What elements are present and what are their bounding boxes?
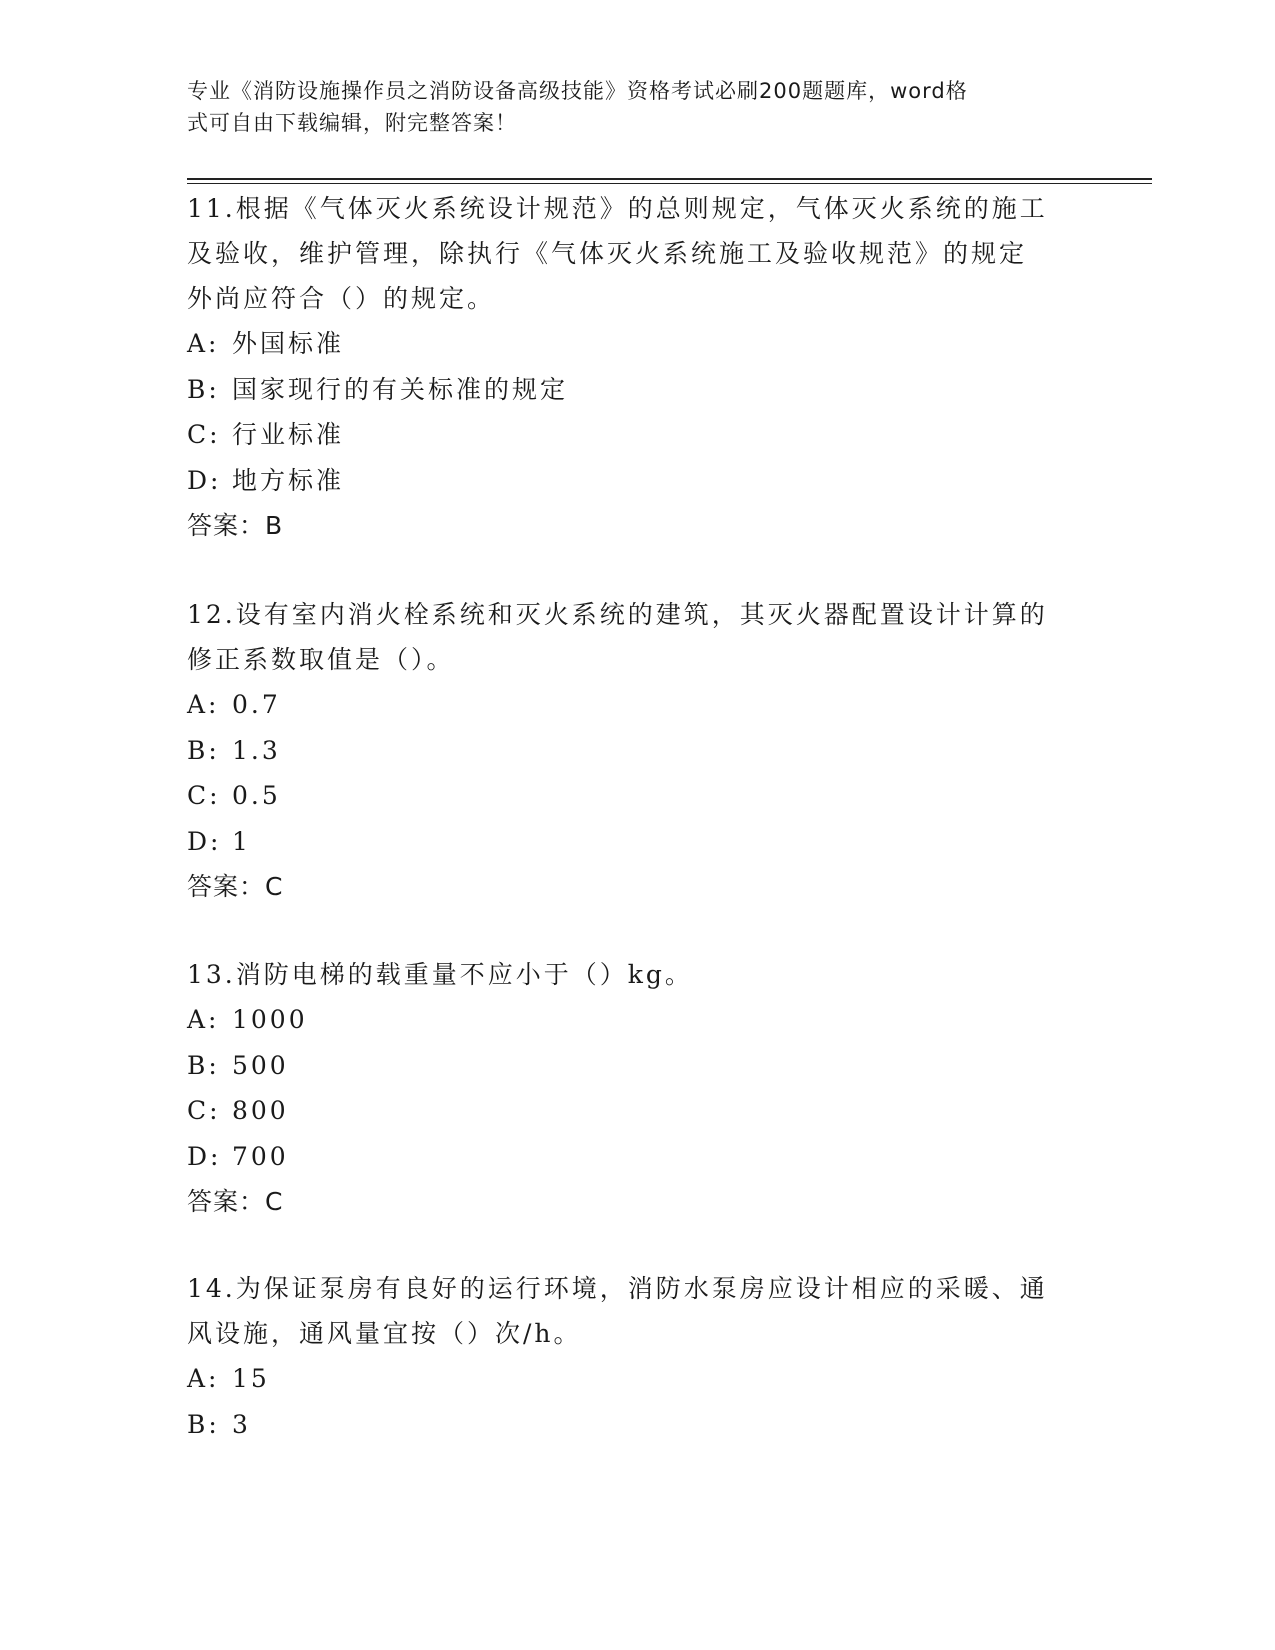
- question-14: [187, 1266, 1087, 1447]
- option-a: A: 0.7: [187, 690, 281, 719]
- option-b: B: 国家现行的有关标准的规定: [187, 374, 569, 404]
- option-a: A: 外国标准: [187, 329, 345, 358]
- question-stem-line: 及验收，维护管理，除执行《气体灭火系统施工及验收规范》的规定: [187, 239, 1028, 268]
- option-a: A: 1000: [187, 1005, 308, 1034]
- document-header: [187, 75, 1067, 139]
- question-stem-line: 13.消防电梯的载重量不应小于（）kg。: [187, 960, 693, 989]
- question-11: [187, 186, 1087, 548]
- option-d: D: 地方标准: [187, 465, 345, 495]
- answer-label: 答案：C: [187, 1187, 284, 1216]
- question-stem-line: 外尚应符合（）的规定。: [187, 284, 496, 313]
- question-stem-line: 11.根据《气体灭火系统设计规范》的总则规定，气体灭火系统的施工: [187, 194, 1048, 223]
- question-stem-line: 12.设有室内消火栓系统和灭火系统的建筑，其灭火器配置设计计算的: [187, 600, 1048, 629]
- header-divider-thick: [187, 178, 1152, 180]
- option-d: D: 700: [187, 1141, 289, 1171]
- option-b: B: 500: [187, 1050, 289, 1080]
- option-d: D: 1: [187, 826, 251, 856]
- option-c: C: 0.5: [187, 781, 281, 810]
- question-stem-line: 修正系数取值是（）。: [187, 645, 455, 674]
- header-line-2: 式可自由下载编辑，附完整答案！: [187, 111, 517, 135]
- option-a: A: 15: [187, 1364, 270, 1393]
- option-b: B: 3: [187, 1409, 251, 1439]
- question-stem-line: 风设施，通风量宜按（）次/h。: [187, 1319, 582, 1348]
- answer-label: 答案：C: [187, 872, 284, 901]
- question-stem-line: 14.为保证泵房有良好的运行环境，消防水泵房应设计相应的采暖、通: [187, 1274, 1048, 1303]
- question-12: [187, 592, 1087, 909]
- option-b: B: 1.3: [187, 735, 281, 765]
- option-c: C: 行业标准: [187, 420, 345, 449]
- answer-label: 答案：B: [187, 511, 284, 540]
- header-line-1: 专业《消防设施操作员之消防设备高级技能》资格考试必刷200题题库，word格: [187, 79, 968, 103]
- header-divider-thin: [187, 183, 1152, 184]
- option-c: C: 800: [187, 1096, 289, 1125]
- question-13: [187, 952, 1087, 1224]
